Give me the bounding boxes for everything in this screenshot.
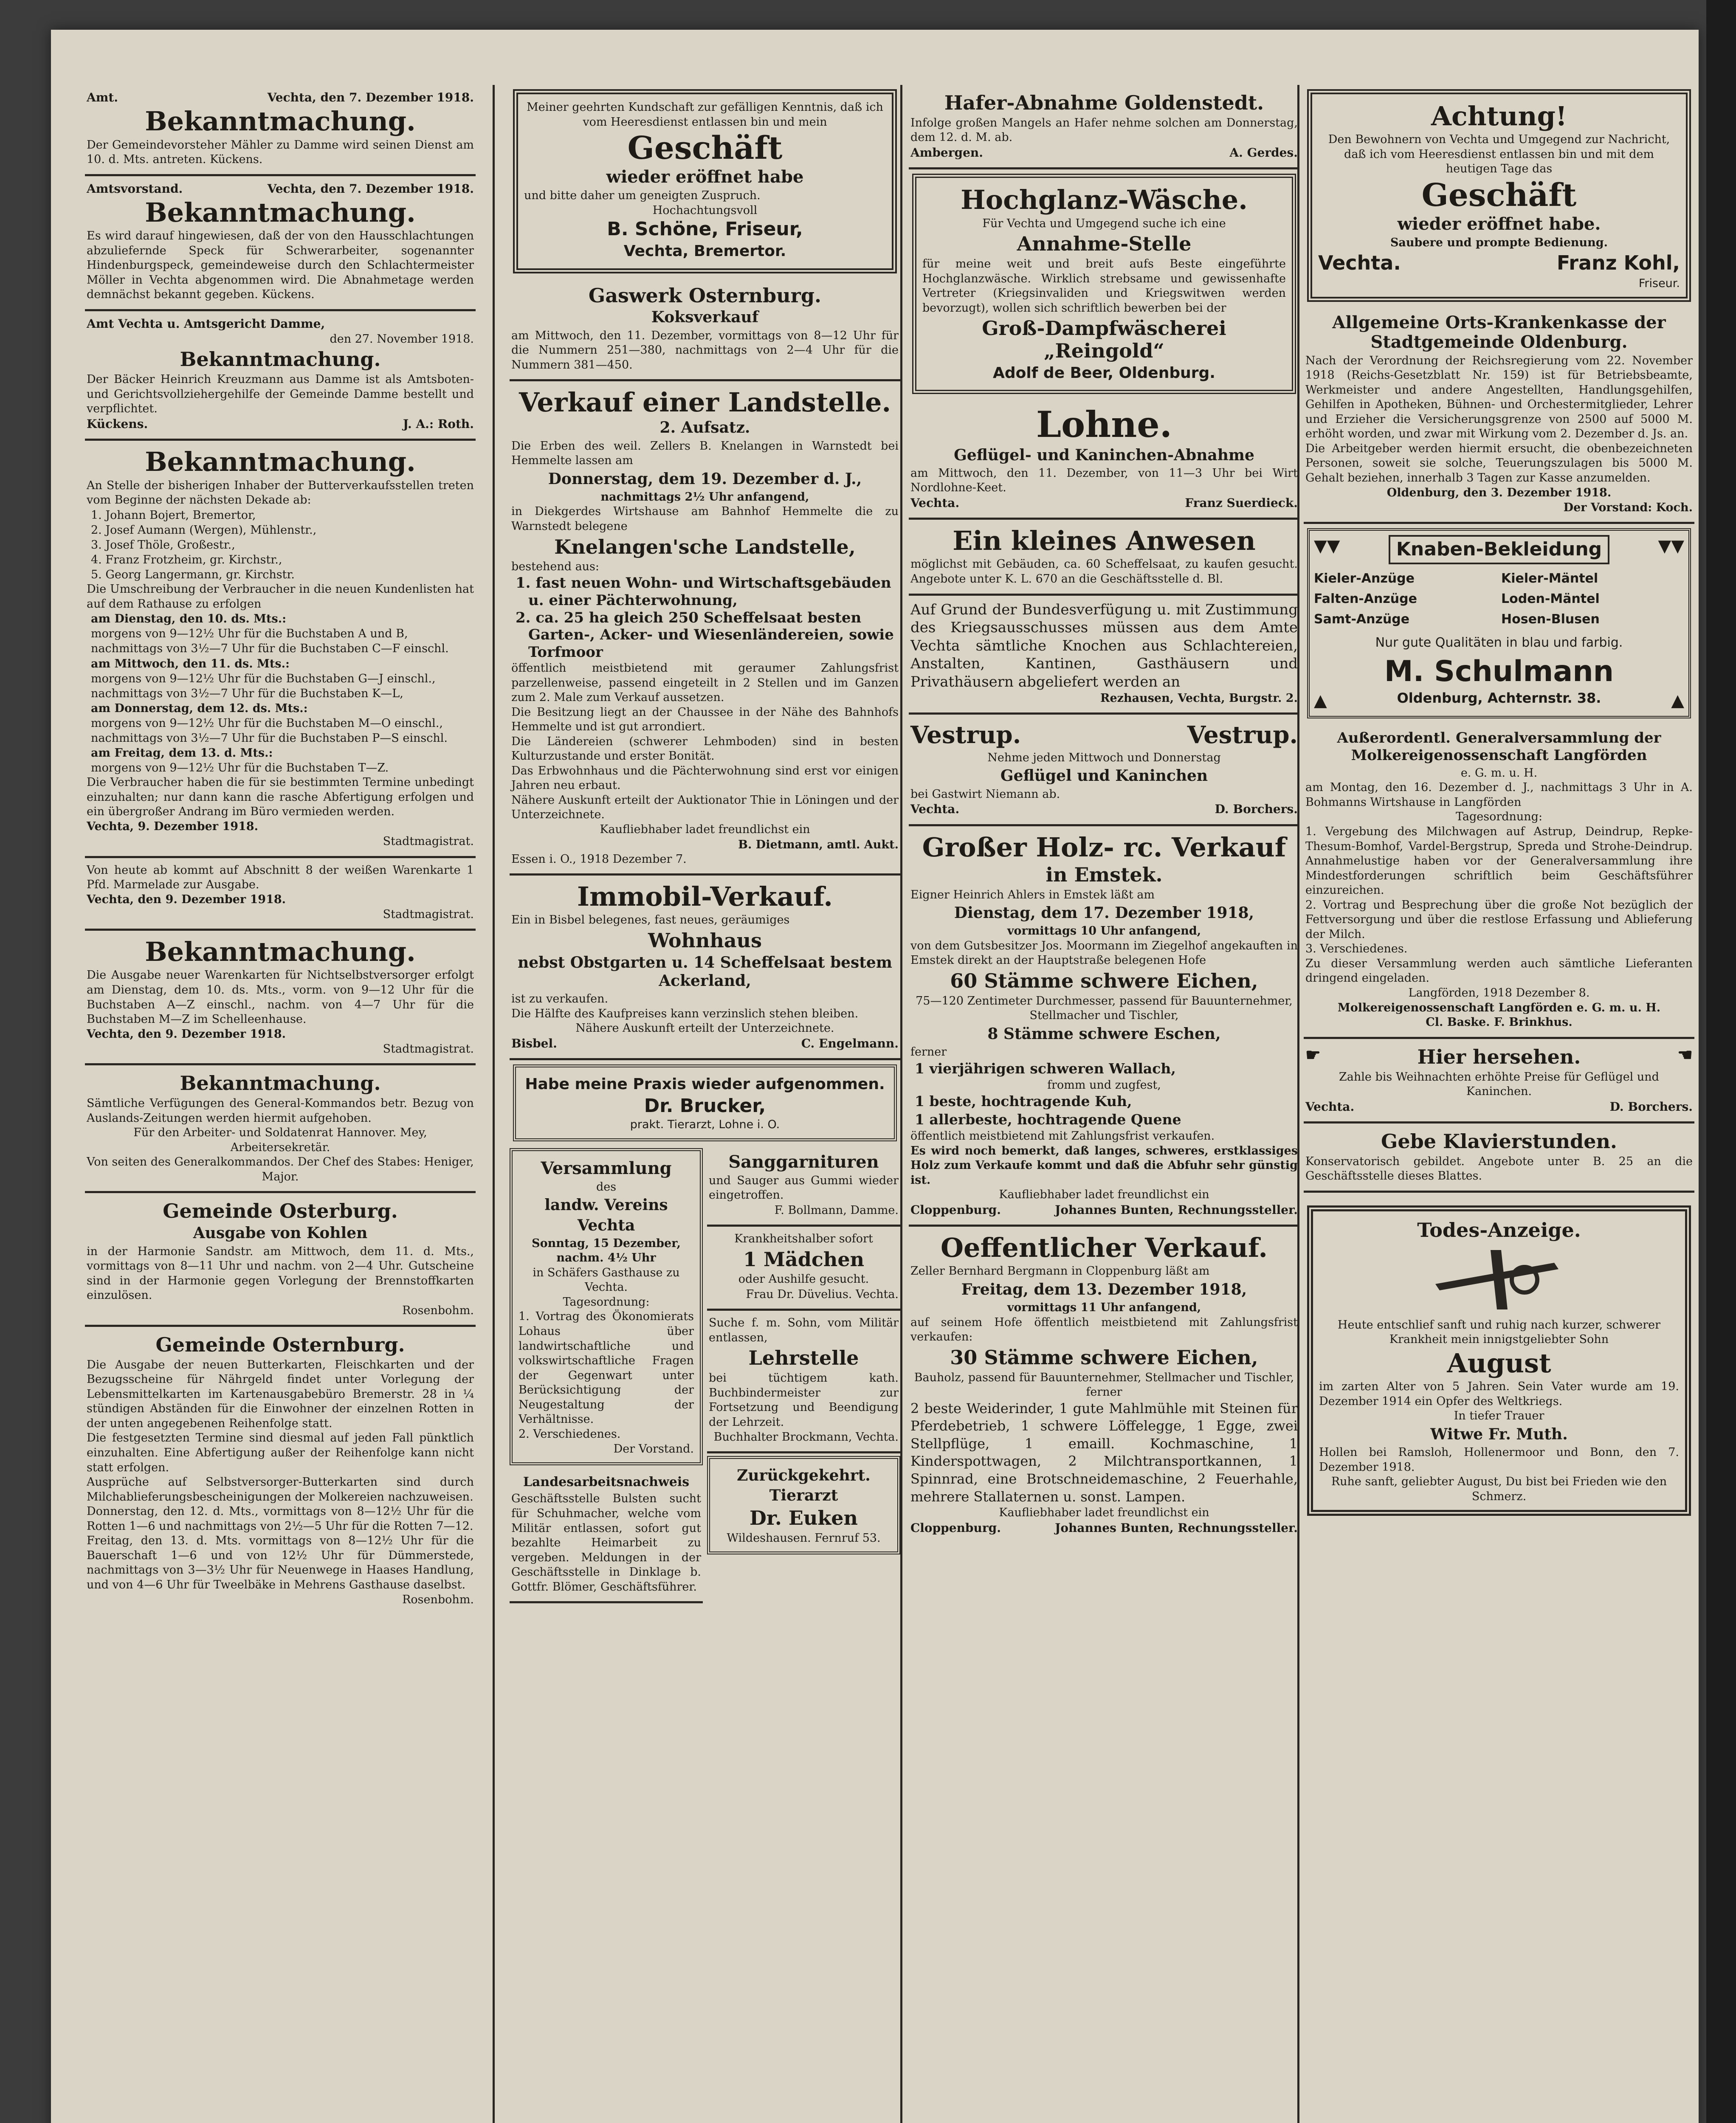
ad-franz-kohl: Achtung! Den Bewohnern von Vechta und Umgegend zur Nachricht, daß ich vom Heeresdienst entlassen bin und mit dem heutigen Tage das Geschäft wieder eröffnet habe. Saubere und prompte Bedienung. Vechta. Franz Kohl, Friseur. — [1307, 89, 1691, 302]
ad-oeffentlicher-verkauf: Oeffentlicher Verkauf. Zeller Bernhard Bergmann in Cloppenburg läßt am Freitag, dem 13. Dezember 1918, vormittags 11 Uhr anfangend, auf seinem Hofe öffentlich meistbietend mit Zahlungsfrist verkaufen: 30 Stämme schwere Eichen, Bauholz, passend für Bauunternehmer, Stellmacher und Tischler, ferner 2 beste Weiderinder, 1 gute Mahlmühle mit Steinen für Pferdebetrieb, 1 schwere Löffelegge, 1 Egge, zwei Stellpflüge, 1 emaill. Kochmaschine, 1 Kinderspottwagen, 2 Milchtransportkannen, 1 Spinnrad, eine Brotschneidemaschine, 2 Feuerhahle, mehrere Stallaternen u. sonst. Lampen. Kaufliebhaber ladet freundlichst ein Cloppenburg. Johannes Bunten, Rechnungssteller. — [910, 1232, 1298, 1535]
column-rule — [493, 85, 495, 2123]
ornament-icon: ▼▼ — [1314, 536, 1340, 556]
column-rule — [900, 85, 902, 2123]
ad-title: Bekanntmachung. — [145, 197, 416, 228]
ad-hafer: Hafer-Abnahme Goldenstedt. Infolge großen Mangels an Hafer nehme solchen am Donnerstag, dem 12. d. M. ab. Ambergen. A. Gerdes. — [909, 85, 1299, 169]
ad-title: Bekanntmachung. — [145, 936, 416, 968]
ad-dr-brucker: Habe meine Praxis wieder aufgenommen. Dr. Brucker, prakt. Tierarzt, Lohne i. O. — [513, 1064, 897, 1141]
ad-announcement-1: Amt. Vechta, den 7. Dezember 1918. Bekanntmachung. Der Gemeindevorsteher Mähler zu Damme wird seinen Dienst am 10. d. Mts. antreten. Kückens. — [85, 85, 476, 176]
ad-molkerei: Außerordentl. Generalversammlung der Molkereigenossenschaft Langförden e. G. m. u. H. am Montag, den 16. Dezember d. J., nachmittags 3 Uhr in A. Bohmanns Wirtshause in Langförden Tagesordnung: 1. Vergebung des Milchwagen auf Astrup, Deindrup, Repke-Thesum-Bomhof, Vardel-Bergstrup, Spreda und Strohe-Deindrup. Annahmelustige haben vor der Generalversammlung ihre Mindestforderungen schriftlich beim Geschäftsführer einzureichen. 2. Vortrag und Besprechung über die große Not bezüglich der Fettversorgung und über die restlose Erfassung und Ablieferung der Milch. 3. Verschiedenes. Zu dieser Versammlung werden auch sämtliche Lieferanten dringend eingeladen. Langförden, 1918 Dezember 8. Molkereigenossenschaft Langförden e. G. m. u. H. Cl. Baske. F. Brinkhus. — [1304, 723, 1694, 1039]
column-3 — [909, 85, 1299, 2123]
column-1 — [85, 85, 476, 2123]
scan-border — [1706, 0, 1736, 2123]
pointing-hand-icon: ☚ — [1677, 1045, 1693, 1065]
ad-announcement-7: Bekanntmachung. Sämtliche Verfügungen des General-Kommandos betr. Bezug von Auslands-Zeitungen werden hiermit aufgehoben. Für den Arbeiter- und Soldatenrat Hannover. Mey, Arbeitersekretär. Von seiten des Generalkommandos. Der Chef des Stabes: Heniger, Major. — [85, 1065, 476, 1193]
ad-announcement-5: Von heute ab kommt auf Abschnitt 8 der weißen Warenkarte 1 Pfd. Marmelade zur Ausgabe. Vechta, den 9. Dezember 1918. Stadtmagistrat. — [85, 858, 476, 931]
ad-sanggarnituren: Sanggarnituren und Sauger aus Gummi wieder eingetroffen. F. Bollmann, Damme. — [707, 1146, 900, 1227]
ad-title: Bekanntmachung. — [180, 348, 381, 371]
ad-announcement-3: Amt Vechta u. Amtsgericht Damme, den 27. November 1918. Bekanntmachung. Der Bäcker Heinrich Kreuzmann aus Damme ist als Amtsboten- und Gerichtsvollziehergehilfe der Gemeinde Damme bestellt und verpflichtet. Kückens. J. A.: Roth. — [85, 311, 476, 441]
ad-schoene-friseur: Meiner geehrten Kundschaft zur gefälligen Kenntnis, daß ich vom Heeresdienst entlassen bin und mein Geschäft wieder eröffnet habe und bitte daher um geneigten Zuspruch. Hochachtungsvoll B. Schöne, Friseur, Vechta, Bremertor. — [513, 89, 897, 273]
ad-knochen: Auf Grund der Bundesverfügung u. mit Zustimmung des Kriegsausschusses müssen aus dem Amte Vechta sämtliche Knochen aus Schlachtereien, Anstalten, Kantinen, Gasthäusern und Privathäusern abgeliefert werden an Rezhausen, Vechta, Burgstr. 2. — [909, 596, 1299, 715]
ad-klavierstunden: Gebe Klavierstunden. Konservatorisch gebildet. Angebote unter B. 25 an die Geschäftsstelle dieses Blattes. — [1304, 1123, 1694, 1193]
ad-schulmann: ▼▼ Knaben-Bekleidung ▼▼ Kieler-Anzüge Falten-Anzüge Samt-Anzüge Kieler-Mäntel Loden-Mäntel Hosen-Blusen Nur gute Qualitäten in blau und farbig. M. Schulmann ▲ Oldenburg, Achternstr. 38. ▲ — [1307, 528, 1691, 718]
ad-hochglanz: Hochglanz-Wäsche. Für Vechta und Umgegend suche ich eine Annahme-Stelle für meine weit und breit aufs Beste eingeführte Hochglanzwäsche. Wirklich strebsame und gewissenhafte Vertreter (Kriegsinvaliden und Kriegswitwen werden bevorzugt), wollen sich schriftlich bewerben bei der Groß-Dampfwäscherei „Reingold“ Adolf de Beer, Oldenburg. — [912, 174, 1296, 394]
ad-lohne: Lohne. Geflügel- und Kaninchen-Abnahme am Mittwoch, den 11. Dezember, von 11—3 Uhr bei Wirt Nordlohne-Keet. Vechta. Franz Suerdieck. — [909, 398, 1299, 520]
ad-todesanzeige: Todes-Anzeige. Heute entschlief sanft und ruhig nach kurzer, schwerer Krankheit mein innigstgeliebter Sohn August im zarten Alter von 5 Jahren. Sein Vater wurde am 19. Dezember 1914 ein Opfer des Weltkriegs. In tiefer Trauer Witwe Fr. Muth. Hollen bei Ramsloh, Hollenermoor und Bonn, den 7. Dezember 1918. Ruhe sanft, geliebter August, Du bist bei Frieden wie den Schmerz. — [1307, 1205, 1691, 1516]
ad-title: Bekanntmachung. — [145, 446, 416, 478]
ad-maedchen: Krankheitshalber sofort 1 Mädchen oder Aushilfe gesucht. Frau Dr. Düvelius. Vechta. — [707, 1227, 900, 1311]
ad-versammlung: Versammlung des landw. Vereins Vechta Sonntag, 15 Dezember, nachm. 4½ Uhr in Schäfers Gasthause zu Vechta. Tagesordnung: 1. Vortrag des Ökonomierats Lohaus über landwirtschaftliche und volkswirtschaftliche Fragen der Gegenwart unter Berücksichtigung der Neugestaltung der Verhältnisse. 2. Verschiedenes. Der Vorstand. — [510, 1148, 703, 1466]
ornament-icon: ▲ — [1314, 691, 1327, 711]
ornament-icon: ▲ — [1671, 691, 1684, 711]
ad-title: Gemeinde Osterburg. — [163, 1199, 398, 1223]
ad-title: Bekanntmachung. — [180, 1072, 381, 1095]
ad-krankenkasse: Allgemeine Orts-Krankenkasse der Stadtgemeinde Oldenburg. Nach der Verordnung der Reichsregierung vom 22. November 1918 (Reichs-Gesetzblatt Nr. 159) ist für Betriebsbeamte, Werkmeister und andere Angestellten, Handlungsgehilfen, Gehilfen in Apotheken, Bühnen- und Orchestermitglieder, Lehrer und Erzieher die Versicherungsgrenze von 2500 auf 5000 M. erhöht worden, und zwar mit Wirkung vom 2. Dezember d. Js. an. Die Arbeitgeber werden hiermit ersucht, die obenbezeichneten Personen, soweit sie solche, Teuerungszulagen bis 5000 M. Gehalt beziehen, innerhalb 3 Tagen zur Kasse anzumelden. Oldenburg, den 3. Dezember 1918. Der Vorstand: Koch. — [1304, 306, 1694, 524]
ornament-icon: ▼▼ — [1658, 536, 1684, 556]
ad-title: Bekanntmachung. — [145, 106, 416, 137]
ad-dr-euken: Zurückgekehrt. Tierarzt Dr. Euken Wildeshausen. Fernruf 53. — [707, 1456, 900, 1554]
ad-announcement-2: Amtsvorstand. Vechta, den 7. Dezember 1918. Bekanntmachung. Es wird darauf hingewiesen, daß der von den Hausschlachtungen abzuliefernde Speck für Schwerarbeiter, sogenannter Hindenburgspeck, gemeindeweise durch den Schlachtermeister Möller in Vechta abgenommen wird. Die Abnahmetage werden demnächst bekannt gegeben. Kückens. — [85, 176, 476, 311]
cross-wreath-icon — [1427, 1246, 1571, 1314]
ad-landesarbeitsnachweis: Landesarbeitsnachweis Geschäftsstelle Bulsten sucht für Schuhmacher, welche vom Militär entlassen, sofort gut bezahlte Heimarbeit zu vergeben. Meldungen in der Geschäftsstelle in Dinklage b. Gottfr. Blömer, Geschäftsführer. — [510, 1468, 703, 1603]
ad-lehrstelle: Suche f. m. Sohn, vom Militär entlassen, Lehrstelle bei tüchtigem kath. Buchbindermeister zur Fortsetzung und Beendigung der Lehrzeit. Buchhalter Brockmann, Vechta. — [707, 1311, 900, 1453]
ad-landstelle: Verkauf einer Landstelle. 2. Aufsatz. Die Erben des weil. Zellers B. Knelangen in Warnstedt bei Hemmelte lassen am Donnerstag, dem 19. Dezember d. J., nachmittags 2½ Uhr anfangend, in Diekgerdes Wirtshause am Bahnhof Hemmelte die zu Warnstedt belegene Knelangen'sche Landstelle, bestehend aus: 1. fast neuen Wohn- und Wirtschaftsgebäuden u. einer Pächterwohnung, 2. ca. 25 ha gleich 250 Scheffelsaat besten Garten-, Acker- und Wiesenländereien, sowie Torfmoor öffentlich meistbietend mit geraumer Zahlungsfrist parzellenweise, passend eingeteilt in 2 Stellen und im Ganzen zum 2. Male zum Verkauf aussetzen. Die Besitzung liegt an der Chaussee in der Nähe des Bahnhofs Hemmelte und ist gut arrondiert. Die Ländereien (schwerer Lehmboden) sind in besten Kulturzustande und erster Bonität. Das Erbwohnhaus und die Pächterwohnung sind erst vor einigen Jahren neu erbaut. Nähere Auskunft erteilt der Auktionator Thie in Löningen und der Unterzeichnete. Kaufliebhaber ladet freundlichst ein B. Dietmann, amtl. Aukt. Essen i. O., 1918 Dezember 7. — [510, 381, 900, 876]
column-4 — [1304, 85, 1694, 2123]
ad-vestrup: Vestrup. Vestrup. Nehme jeden Mittwoch und Donnerstag Geflügel und Kaninchen bei Gastwirt Niemann ab. Vechta. D. Borchers. — [909, 715, 1299, 826]
ad-gaswerk: Gaswerk Osternburg. Koksverkauf am Mittwoch, den 11. Dezember, vormittags von 8—12 Uhr für die Nummern 251—380, nachmittags von 2—4 Uhr für die Nummern 381—450. — [510, 278, 900, 382]
ad-anwesen: Ein kleines Anwesen möglichst mit Gebäuden, ca. 60 Scheffelsaat, zu kaufen gesucht. Angebote unter K. L. 670 an die Geschäftsstelle d. Bl. — [909, 520, 1299, 595]
ad-title: Gemeinde Osternburg. — [155, 1333, 405, 1356]
ad-holzverkauf: Großer Holz- rc. Verkauf in Emstek. Eigner Heinrich Ahlers in Emstek läßt am Dienstag, dem 17. Dezember 1918, vormittags 10 Uhr anfangend, von dem Gutsbesitzer Jos. Moormann im Ziegelhof angekauften in Emstek direkt an der Hauptstraße belegenen Hofe 60 Stämme schwere Eichen, 75—120 Zentimeter Durchmesser, passend für Bauunternehmer, Stellmacher und Tischler, 8 Stämme schwere Eschen, ferner 1 vierjährigen schweren Wallach, fromm und zugfest, 1 beste, hochtragende Kuh, 1 allerbeste, hochtragende Quene öffentlich meistbietend mit Zahlungsfrist verkaufen. Es wird noch bemerkt, daß langes, schweres, erstklassiges Holz zum Verkaufe kommt und daß die Abfuhr sehr günstig ist. Kaufliebhaber ladet freundlichst ein Cloppenburg. Johannes Bunten, Rechnungssteller. — [909, 826, 1299, 1227]
ad-announcement-4: Bekanntmachung. An Stelle der bisherigen Inhaber der Butterverkaufsstellen treten vom Beginne der nächsten Dekade ab: 1. Johann Bojert, Bremertor, 2. Josef Aumann (Wergen), Mühlenstr., 3. Josef Thöle, Großestr., 4. Franz Frotzheim, gr. Kirchstr., 5. Georg Langermann, gr. Kirchstr. Die Umschreibung der Verbraucher in die neuen Kundenlisten hat auf dem Rathause zu erfolgen am Dienstag, den 10. ds. Mts.: morgens von 9—12½ Uhr für die Buchstaben A und B, nachmittags von 3½—7 Uhr für die Buchstaben C—F einschl. am Mittwoch, den 11. ds. Mts.: morgens von 9—12½ Uhr für die Buchstaben G—J einschl., nachmittags von 3½—7 Uhr für die Buchstaben K—L, am Donnerstag, dem 12. ds. Mts.: morgens von 9—12½ Uhr für die Buchstaben M—O einschl., nachmittags von 3½—7 Uhr für die Buchstaben P—S einschl. am Freitag, dem 13. d. Mts.: morgens von 9—12½ Uhr für die Buchstaben T—Z. Die Verbraucher haben die für sie bestimmten Termine unbedingt einzuhalten; nur dann kann die rasche Abfertigung erfolgen und ein übergroßer Andrang im Büro vermieden werden. Vechta, 9. Dezember 1918. Stadtmagistrat. — [85, 441, 476, 858]
ad-split-row — [510, 1146, 900, 1604]
column-2 — [510, 85, 900, 2123]
ad-announcement-9: Gemeinde Osternburg. Die Ausgabe der neuen Butterkarten, Fleischkarten und der Bezugsscheine für Nährgeld findet unter Vorlegung der Lebensmittelkarten im Kartenausgabebüro Bremerstr. 28 in ¼ stündigen Abständen für die Einwohner der einzelnen Rotten in der unten angegebenen Reihenfolge statt. Die festgesetzten Termine sind diesmal auf jeden Fall pünktlich einzuhalten. Eine Abfertigung außer der Reihenfolge kann nicht statt erfolgen. Ausprüche auf Selbstversorger-Butterkarten sind durch Milchablieferungsbescheinigungen der Molkereien nachzuweisen. Donnerstag, den 12. d. Mts., vormittags von 8—12½ Uhr für die Rotten 1—6 und nachmittags von 2½—5 Uhr für die Rotten 7—12. Freitag, den 13. d. Mts. vormittags von 8—12½ Uhr für die Bauerschaft 1—6 und von 12½ Uhr für Dümmerstede, nachmittags von 3—3½ Uhr für Neuenwege in Haases Handlung, und von 4—6 Uhr für Tweelbäke in Mehrens Gasthause daselbst. Rosenbohm. — [87, 1333, 474, 1607]
ad-announcement-8: Gemeinde Osterburg. Ausgabe von Kohlen in der Harmonie Sandstr. am Mittwoch, dem 11. d. Mts., vormittags von 8—11 Uhr und nachm. von 2—4 Uhr. Gutscheine sind in der Harmonie gegen Vorlegung der Brennstoffkarten einzulösen. Rosenbohm. — [85, 1193, 476, 1326]
ad-hier-hersehen: ☛ Hier hersehen. ☚ Zahle bis Weihnachten erhöhte Preise für Geflügel und Kaninchen. Vechta. D. Borchers. — [1304, 1039, 1694, 1123]
ad-announcement-6: Bekanntmachung. Die Ausgabe neuer Warenkarten für Nichtselbstversorger erfolgt am Dienstag, dem 10. ds. Mts., vorm. von 9—12 Uhr für die Buchstaben A—Z einschl., nachm. von 4—7 Uhr für die Buchstaben M—Z im Schelleenhause. Vechta, den 9. Dezember 1918. Stadtmagistrat. — [85, 931, 476, 1065]
ad-immobil: Immobil-Verkauf. Ein in Bisbel belegenes, fast neues, geräumiges Wohnhaus nebst Obstgarten u. 14 Scheffelsaat bestem Ackerland, ist zu verkaufen. Die Hälfte des Kaufpreises kann verzinslich stehen bleiben. Nähere Auskunft erteilt der Unterzeichnete. Bisbel. C. Engelmann. — [510, 876, 900, 1060]
pointing-hand-icon: ☛ — [1305, 1045, 1321, 1065]
